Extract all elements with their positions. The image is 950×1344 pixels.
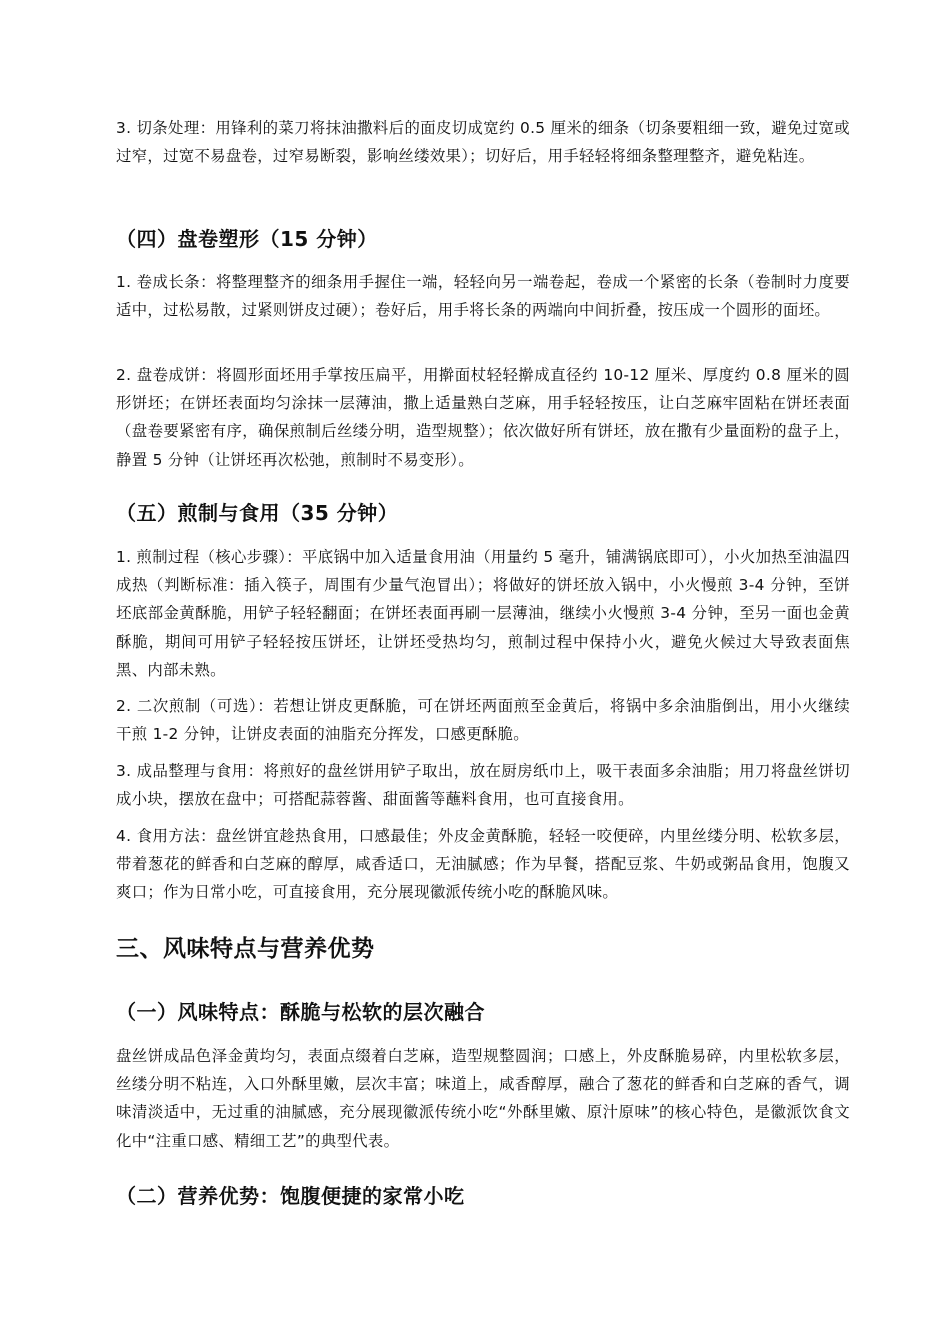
step-2-coiling: 2. 盘卷成饼：将圆形面坯用手掌按压扁平，用擀面杖轻轻擀成直径约 10-12 厘米、厚度约 0.8 厘米的圆形饼坯；在饼坯表面均匀涂抹一层薄油，撒上适量熟白芝麻，用手轻轻按压，让白芝麻牢固粘在饼坯表面（盘卷要紧密有序，确保煎制后丝缕分明，造型规整）；依次做好所有饼坯，放在撒有少量面粉的盘子上，静置 5 分钟（让饼坯再次松弛，煎制时不易变形）。	[116, 366, 850, 469]
frying-step-2: 2. 二次煎制（可选）：若想让饼皮更酥脆，可在饼坯两面煎至金黄后，将锅中多余油脂倒出，用小火继续干煎 1-2 分钟，让饼皮表面的油脂充分挥发，口感更酥脆。	[116, 697, 850, 744]
section-3-heading: 三、风味特点与营养优势	[116, 936, 375, 962]
step-1-rolling: 1. 卷成长条：将整理整齐的细条用手握住一端，轻轻向另一端卷起，卷成一个紧密的长条（卷制时力度要适中，过松易散，过紧则饼皮过硬）；卷好后，用手将长条的两端向中间折叠，按压成一个圆形的面坯。	[116, 273, 850, 320]
frying-step-1: 1. 煎制过程（核心步骤）：平底锅中加入适量食用油（用量约 5 毫升，铺满锅底即可），小火加热至油温四成热（判断标准：插入筷子，周围有少量气泡冒出）；将做好的饼坯放入锅中，小火慢煎 3-4 分钟，至饼坯底部金黄酥脆，用铲子轻轻翻面；在饼坯表面再刷一层薄油，继续小火慢煎 3-4 分钟，至另一面也金黄酥脆，期间可用铲子轻轻按压饼坯，让饼坯受热均匀，煎制过程中保持小火，避免火候过大导致表面焦黑、内部未熟。	[116, 548, 850, 679]
frying-step-3: 3. 成品整理与食用：将煎好的盘丝饼用铲子取出，放在厨房纸巾上，吸干表面多余油脂；用刀将盘丝饼切成小块，摆放在盘中；可搭配蒜蓉酱、甜面酱等蘸料食用，也可直接食用。	[116, 762, 850, 809]
frying-step-4: 4. 食用方法：盘丝饼宜趁热食用，口感最佳；外皮金黄酥脆，轻轻一咬便碎，内里丝缕分明、松软多层，带着葱花的鲜香和白芝麻的醇厚，咸香适口，无油腻感；作为早餐，搭配豆浆、牛奶或粥品食用，饱腹又爽口；作为日常小吃，可直接食用，充分展现徽派传统小吃的酥脆风味。	[116, 827, 850, 902]
heading-5-frying: （五）煎制与食用（35 分钟）	[116, 501, 399, 525]
heading-nutrition: （二）营养优势：饱腹便捷的家常小吃	[116, 1184, 465, 1208]
flavor-paragraph: 盘丝饼成品色泽金黄均匀，表面点缀着白芝麻，造型规整圆润；口感上，外皮酥脆易碎，内里松软多层，丝缕分明不粘连，入口外酥里嫩，层次丰富；味道上，咸香醇厚，融合了葱花的鲜香和白芝麻的香气，调味清淡适中，无过重的油腻感，充分展现徽派传统小吃“外酥里嫩、原汁原味”的核心特色，是徽派饮食文化中“注重口感、精细工艺”的典型代表。	[116, 1047, 850, 1150]
step-3-cutting: 3. 切条处理：用锋利的菜刀将抹油撒料后的面皮切成宽约 0.5 厘米的细条（切条要粗细一致，避免过宽或过窄，过宽不易盘卷，过窄易断裂，影响丝缕效果）；切好后，用手轻轻将细条整理整齐，避免粘连。	[116, 119, 850, 166]
heading-flavor: （一）风味特点：酥脆与松软的层次融合	[116, 1000, 485, 1024]
heading-4-coiling: （四）盘卷塑形（15 分钟）	[116, 227, 378, 251]
